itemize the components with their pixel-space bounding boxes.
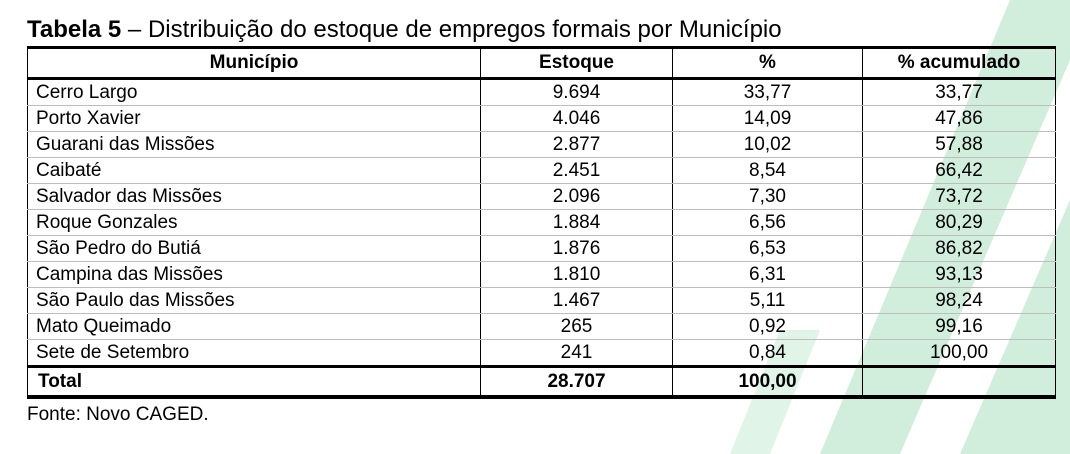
cell-municipio: Caibaté [28,158,481,184]
cell-percent: 6,53 [673,236,863,262]
cell-estoque: 9.694 [481,79,673,106]
cell-acumulado: 47,86 [863,106,1056,132]
caption-text: – Distribuição do estoque de empregos formais por Município [121,16,782,43]
table-row [28,340,1056,367]
cell-acumulado: 99,16 [863,314,1056,340]
cell-percent: 14,09 [673,106,863,132]
cell-percent: 6,56 [673,210,863,236]
cell-estoque: 1.884 [481,210,673,236]
cell-acumulado: 73,72 [863,184,1056,210]
total-row [28,367,1056,398]
cell-estoque: 1.810 [481,262,673,288]
table-caption [27,14,1057,46]
table-row [28,314,1056,340]
header-municipio: Município [28,48,481,79]
table-row [28,106,1056,132]
table-row [28,236,1056,262]
header-percent: % [673,48,863,79]
cell-municipio: Sete de Setembro [28,340,481,367]
table-row [28,79,1056,106]
cell-percent: 7,30 [673,184,863,210]
cell-municipio: Mato Queimado [28,314,481,340]
cell-percent: 0,92 [673,314,863,340]
header-row [28,48,1056,79]
table-row [28,210,1056,236]
cell-percent: 8,54 [673,158,863,184]
table-row [28,288,1056,314]
cell-estoque: 4.046 [481,106,673,132]
caption-label: Tabela 5 [27,16,122,43]
total-percent: 100,00 [673,367,863,398]
table-figure [27,14,1057,427]
cell-estoque: 265 [481,314,673,340]
table-row [28,184,1056,210]
cell-acumulado: 98,24 [863,288,1056,314]
cell-acumulado: 86,82 [863,236,1056,262]
header-estoque: Estoque [481,48,673,79]
cell-municipio: Salvador das Missões [28,184,481,210]
cell-estoque: 2.451 [481,158,673,184]
cell-acumulado: 33,77 [863,79,1056,106]
cell-acumulado: 57,88 [863,132,1056,158]
table-row [28,262,1056,288]
cell-municipio: Campina das Missões [28,262,481,288]
cell-acumulado: 93,13 [863,262,1056,288]
cell-estoque: 1.467 [481,288,673,314]
cell-municipio: Porto Xavier [28,106,481,132]
total-acumulado [863,367,1056,398]
total-estoque: 28.707 [481,367,673,398]
table-body [28,79,1056,367]
source-note: Fonte: Novo CAGED. [27,404,209,425]
cell-estoque: 2.096 [481,184,673,210]
cell-percent: 0,84 [673,340,863,367]
cell-estoque: 1.876 [481,236,673,262]
cell-percent: 5,11 [673,288,863,314]
cell-estoque: 241 [481,340,673,367]
cell-municipio: Guarani das Missões [28,132,481,158]
employment-table [27,46,1056,399]
table-row [28,158,1056,184]
cell-percent: 10,02 [673,132,863,158]
cell-estoque: 2.877 [481,132,673,158]
total-label: Total [28,367,481,398]
cell-municipio: Roque Gonzales [28,210,481,236]
cell-acumulado: 80,29 [863,210,1056,236]
cell-municipio: São Paulo das Missões [28,288,481,314]
cell-municipio: São Pedro do Butiá [28,236,481,262]
cell-acumulado: 100,00 [863,340,1056,367]
cell-acumulado: 66,42 [863,158,1056,184]
header-acumulado: % acumulado [863,48,1056,79]
cell-percent: 33,77 [673,79,863,106]
cell-percent: 6,31 [673,262,863,288]
cell-municipio: Cerro Largo [28,79,481,106]
table-row [28,132,1056,158]
